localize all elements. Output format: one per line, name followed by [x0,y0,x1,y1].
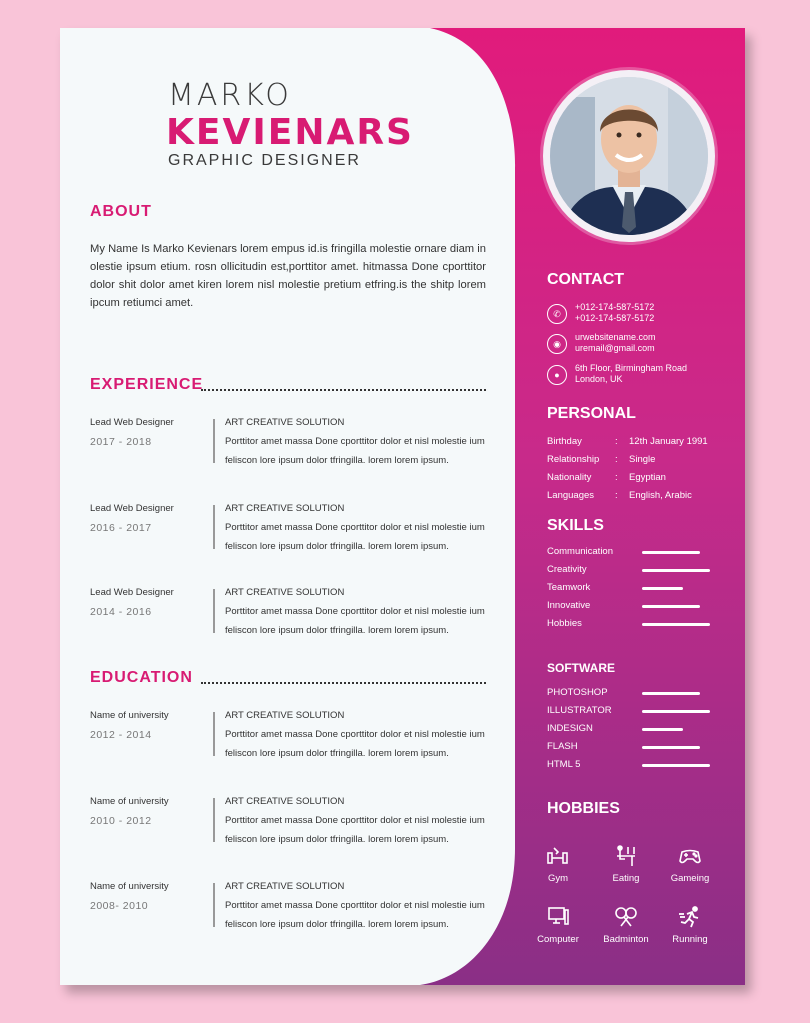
website: urwebsitename.com [575,332,656,342]
education-item [90,710,486,770]
last-name: KEVIENARS [166,112,414,153]
education-heading: EDUCATION [90,669,193,686]
experience-description: Porttitor amet massa Done cporttitor dolor et nisl molestie ium feliscon lore ipsum dolor tfringilla. lorem lorem ipsum. [225,436,485,466]
software-level-bar [642,710,710,713]
personal-value: Egyptian [629,472,666,483]
experience-position: Lead Web Designer [90,503,174,514]
experience-position: Lead Web Designer [90,417,174,428]
hobby-label: Badminton [603,934,649,945]
personal-separator: : [615,490,618,501]
education-university: Name of university [90,881,169,892]
software-row [547,759,717,773]
contact-phone [547,302,717,328]
software-row [547,741,717,755]
hobby-label: Eating [612,873,640,884]
experience-company: ART CREATIVE SOLUTION [225,417,345,428]
experience-item [90,417,486,477]
hobby-label: Running [672,934,708,945]
software-heading: SOFTWARE [547,661,615,675]
personal-key: Nationality [547,472,592,483]
skill-label: Teamwork [547,582,591,593]
skill-label: Hobbies [547,618,582,629]
contact-address [547,363,717,389]
phone-icon: ✆ [547,304,567,324]
experience-years: 2017 - 2018 [90,436,152,448]
gamepad-icon [678,845,702,867]
experience-position: Lead Web Designer [90,587,174,598]
address-line-2: London, UK [575,374,623,384]
software-row [547,705,717,719]
computer-icon [546,906,570,928]
location-pin-icon: ● [547,365,567,385]
software-row [547,723,717,737]
badminton-icon [614,906,638,928]
education-description: Porttitor amet massa Done cporttitor dolor et nisl molestie ium feliscon lore ipsum dolor tfringilla. lorem lorem ipsum. [225,815,485,845]
experience-years: 2014 - 2016 [90,606,152,618]
personal-heading: PERSONAL [547,405,636,422]
software-label: PHOTOSHOP [547,687,608,698]
phone-number-1: +012-174-587-5172 [575,302,655,312]
education-university: Name of university [90,710,169,721]
education-item [90,796,486,856]
hobbies-heading: HOBBIES [547,800,620,817]
hobby-item [660,845,720,884]
experience-divider [201,389,486,391]
education-years: 2008- 2010 [90,900,149,912]
skill-row [547,546,717,560]
email: uremail@gmail.com [575,343,655,353]
entry-divider [213,883,215,927]
experience-description: Porttitor amet massa Done cporttitor dolor et nisl molestie ium feliscon lore ipsum dolor tfringilla. lorem lorem ipsum. [225,606,485,636]
education-title: ART CREATIVE SOLUTION [225,710,345,721]
hobby-item [660,906,720,945]
software-label: INDESIGN [547,723,593,734]
skills-heading: SKILLS [547,517,604,534]
software-level-bar [642,692,700,695]
skill-row [547,582,717,596]
hobby-item [528,845,588,884]
experience-item [90,587,486,647]
experience-company: ART CREATIVE SOLUTION [225,587,345,598]
hobby-label: Gym [547,873,569,884]
hobby-label: Computer [537,934,579,945]
job-title: GRAPHIC DESIGNER [168,152,361,169]
skill-level-bar [642,587,683,590]
hobby-item [596,906,656,945]
running-icon [678,906,702,928]
entry-divider [213,419,215,463]
education-item [90,881,486,941]
skill-level-bar [642,551,700,554]
personal-value: English, Arabic [629,490,692,501]
education-years: 2012 - 2014 [90,729,152,741]
skill-row [547,618,717,632]
personal-key: Relationship [547,454,600,465]
phone-number-2: +012-174-587-5172 [575,313,655,323]
personal-key: Languages [547,490,595,501]
eating-icon [614,845,638,867]
profile-photo [550,77,708,235]
personal-separator: : [615,436,618,447]
education-university: Name of university [90,796,169,807]
about-heading: ABOUT [90,203,152,220]
personal-separator: : [615,454,618,465]
education-divider [201,682,486,684]
personal-key: Birthday [547,436,582,447]
experience-years: 2016 - 2017 [90,522,152,534]
first-name: MARKO [168,78,292,113]
software-level-bar [642,728,683,731]
education-description: Porttitor amet massa Done cporttitor dolor et nisl molestie ium feliscon lore ipsum dolor tfringilla. lorem lorem ipsum. [225,900,485,930]
skill-label: Communication [547,546,613,557]
address-line-1: 6th Floor, Birmingham Road [575,363,688,373]
education-years: 2010 - 2012 [90,815,152,827]
software-label: ILLUSTRATOR [547,705,612,716]
experience-company: ART CREATIVE SOLUTION [225,503,345,514]
software-row [547,687,717,701]
software-level-bar [642,746,700,749]
personal-separator: : [615,472,618,483]
skill-row [547,564,717,578]
software-label: FLASH [547,741,578,752]
resume-page [60,28,745,985]
entry-divider [213,505,215,549]
hobby-label: Gameing [670,873,710,884]
experience-description: Porttitor amet massa Done cporttitor dolor et nisl molestie ium feliscon lore ipsum dolor tfringilla. lorem lorem ipsum. [225,522,485,552]
dumbbell-icon [546,845,570,867]
skill-row [547,600,717,614]
software-level-bar [642,764,710,767]
globe-icon: ◉ [547,334,567,354]
contact-heading: CONTACT [547,271,625,288]
experience-item [90,503,486,563]
contact-web [547,332,717,358]
education-title: ART CREATIVE SOLUTION [225,796,345,807]
entry-divider [213,798,215,842]
education-title: ART CREATIVE SOLUTION [225,881,345,892]
education-description: Porttitor amet massa Done cporttitor dolor et nisl molestie ium feliscon lore ipsum dolor tfringilla. lorem lorem ipsum. [225,729,485,759]
skill-label: Creativity [547,564,587,575]
skill-level-bar [642,623,710,626]
experience-heading: EXPERIENCE [90,376,204,393]
hobby-item [596,845,656,884]
entry-divider [213,589,215,633]
software-label: HTML 5 [547,759,581,770]
skill-label: Innovative [547,600,591,611]
skill-level-bar [642,569,710,572]
personal-value: Single [629,454,656,465]
personal-value: 12th January 1991 [629,436,708,447]
hobby-item [528,906,588,945]
skill-level-bar [642,605,700,608]
about-text: My Name Is Marko Kevienars lorem empus id.is fringilla molestie ornare diam in olestie ipsum etium. rosn ollicitudin est,porttitor amet. hitmassa Done cporttitor dolor shit dolor amet kiren lorem nisl molestie pretium etfring.is the shitp lorem ipcum retiumci amet. [90,243,486,309]
entry-divider [213,712,215,756]
